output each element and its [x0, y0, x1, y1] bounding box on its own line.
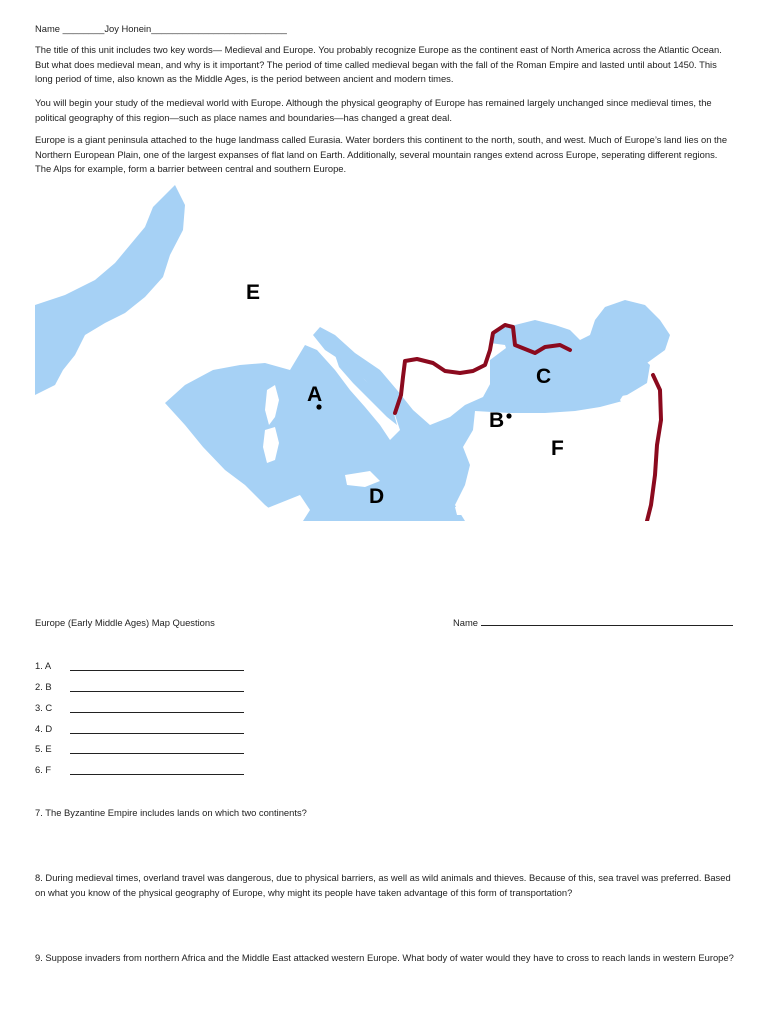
answer-label: 1. A: [35, 660, 52, 671]
intro-paragraph-2: You will begin your study of the medieval world with Europe. Although the physical geography of Europe has remained largely unchanged since medieval times, the political geography of this region—such as place names and boundaries—has changed a great deal.: [35, 97, 712, 123]
map-label-c: C: [536, 365, 552, 388]
answer-line[interactable]: [70, 774, 244, 775]
answer-label: 6. F: [35, 764, 52, 775]
question-8: 8. During medieval times, overland travel was dangerous, due to physical barriers, as well as wild animals and thieves. Because of this, sea travel was preferred. Based on what you know of the physical geography of Europe, why might its people have taken advantage of this form of transportation?: [35, 872, 731, 898]
map-label-e: E: [246, 281, 261, 304]
question-7: 7. The Byzantine Empire includes lands on which two continents?: [35, 807, 307, 818]
answer-label: 2. B: [35, 681, 52, 692]
answer-label: 4. D: [35, 723, 53, 734]
marker-dot-b: [506, 413, 511, 418]
answer-line[interactable]: [70, 670, 244, 671]
europe-map: [35, 185, 733, 521]
answer-row-d: [35, 722, 255, 736]
answer-row-f: [35, 763, 255, 777]
map-label-d: D: [369, 485, 385, 508]
question-9: 9. Suppose invaders from northern Africa and the Middle East attacked western Europe. What body of water would they have to cross to reach lands in western Europe?: [35, 952, 734, 963]
map-label-a: A: [307, 383, 323, 406]
answer-row-a: [35, 659, 255, 673]
intro-paragraph-1: The title of this unit includes two key words— Medieval and Europe. You probably recognize Europe as the continent east of North America across the Atlantic Ocean. But what does medieval mean, and why is it important? The period of time called medieval began with the fall of the Roman Empire and lasted until about 1450. This long period of time, also known as the Middle Ages, is the period between ancient and modern times.: [35, 44, 722, 84]
answer-row-e: [35, 742, 255, 756]
answer-line[interactable]: [70, 691, 244, 692]
worksheet-name-field[interactable]: [481, 614, 733, 626]
worksheet-name-label: Name: [453, 617, 479, 628]
answer-line[interactable]: [70, 712, 244, 713]
answer-line[interactable]: [70, 753, 244, 754]
map-label-b: B: [489, 409, 505, 432]
answer-label: 5. E: [35, 743, 52, 754]
student-name-line: Name ________Joy Honein__________________________: [35, 23, 287, 34]
answer-row-b: [35, 680, 255, 694]
worksheet-title: Europe (Early Middle Ages) Map Questions: [35, 617, 215, 628]
answer-label: 3. C: [35, 702, 53, 713]
intro-paragraph-3: Europe is a giant peninsula attached to the huge landmass called Eurasia. Water borders this continent to the north, south, and west. Much of Europe’s land lies on the Northern European Plain, one of the largest expanses of flat land on Earth. Additionally, several mountain ranges extend across Europe, seperating different regions. The Alps for example, form a barrier between central and southern Europe.: [35, 134, 728, 174]
answer-row-c: [35, 701, 255, 715]
answer-line[interactable]: [70, 733, 244, 734]
map-label-f: F: [551, 437, 564, 460]
